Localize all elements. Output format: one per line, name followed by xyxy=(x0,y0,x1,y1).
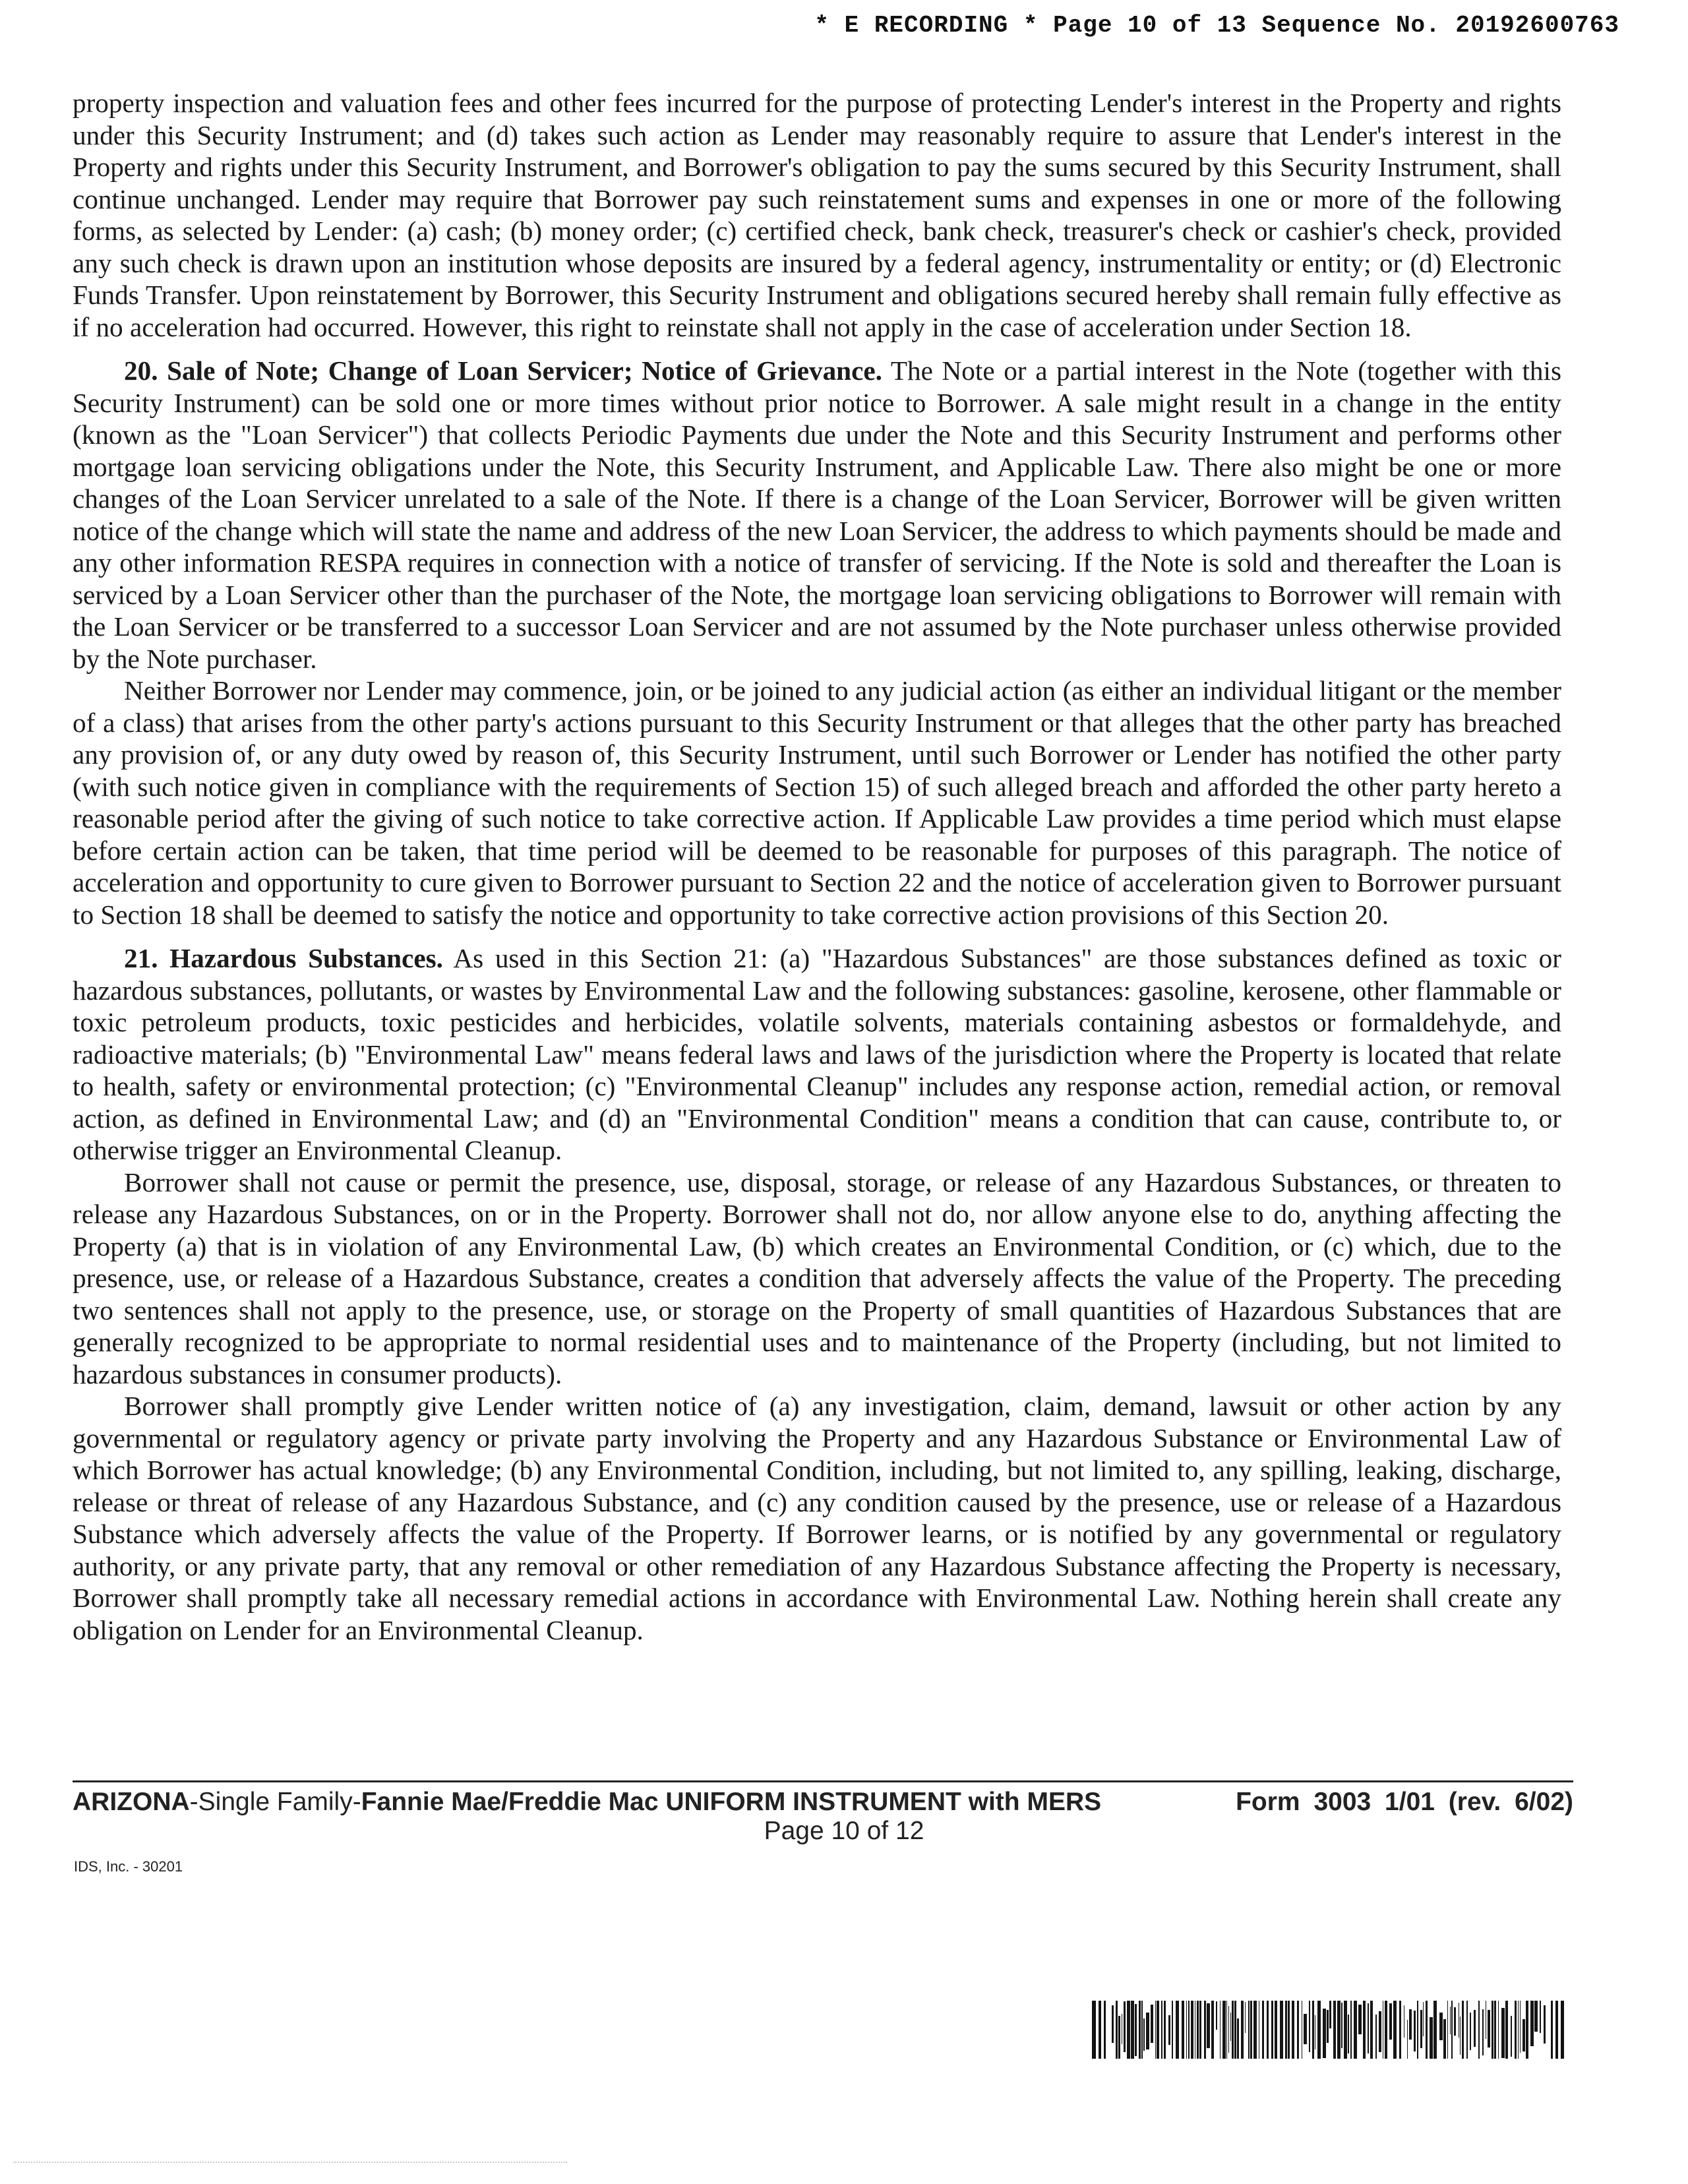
vendor-code: IDS, Inc. - 30201 xyxy=(74,1858,183,1875)
section-21-heading: 21. Hazardous Substances. xyxy=(124,943,443,973)
recording-header: * E RECORDING * Page 10 of 13 Sequence No. 20192600763 xyxy=(814,12,1619,39)
section-21-paragraph-1 xyxy=(73,942,1561,1167)
footer-instrument-title xyxy=(73,1787,1101,1817)
scan-artifact xyxy=(13,2162,567,2166)
footer-family: -Single Family- xyxy=(189,1788,361,1816)
section-20-paragraph-1 xyxy=(73,355,1561,675)
section-20-heading: 20. Sale of Note; Change of Loan Servicer; Notice of Grievance. xyxy=(124,355,882,386)
section-20-paragraph-2: Neither Borrower nor Lender may commence, join, or be joined to any judicial action (as either an individual litigant or the member of a class) that arises from the other party's actions pursuant to this Security Instrument or that alleges that the other party has breached any provision of, or any duty owed by reason of, this Security Instrument, until such Borrower or Lender has notified the other party (with such notice given in compliance with the requirements of Section 15) of such alleged breach and afforded the other party hereto a reasonable period after the giving of such notice to take corrective action. If Applicable Law provides a time period which must elapse before certain action can be taken, that time period will be deemed to be reasonable for purposes of this paragraph. The notice of acceleration and opportunity to cure given to Borrower pursuant to Section 22 and the notice of acceleration given to Borrower pursuant to Section 18 shall be deemed to satisfy the notice and opportunity to take corrective action provisions of this Section 20. xyxy=(73,675,1561,930)
footer-page-number: Page 10 of 12 xyxy=(764,1817,924,1845)
barcode-image xyxy=(1092,2001,1564,2059)
footer-form-line xyxy=(73,1787,1573,1817)
section-21-paragraph-3: Borrower shall promptly give Lender written notice of (a) any investigation, claim, demand, lawsuit or other action by any governmental or regulatory agency or private party involving the Property and any Hazardous Substance or Environmental Law of which Borrower has actual knowledge; (b) any Environmental Condition, including, but not limited to, any spilling, leaking, discharge, release or threat of release of any Hazardous Substance, and (c) any condition caused by the presence, use or release of a Hazardous Substance which adversely affects the value of the Property. If Borrower learns, or is notified by any governmental or regulatory authority, or any private party, that any removal or other remediation of any Hazardous Substance affecting the Property is necessary, Borrower shall promptly take all necessary remedial actions in accordance with Environmental Law. Nothing herein shall create any obligation on Lender for an Environmental Cleanup. xyxy=(73,1391,1561,1645)
section-20-text: The Note or a partial interest in the Note (together with this Security Instrument) can be sold one or more times without prior notice to Borrower. A sale might result in a change in the entity (known as the "Loan Servicer") that collects Periodic Payments due under the Note and this Security Instrument and performs other mortgage loan servicing obligations under the Note, this Security Instrument, and Applicable Law. There also might be one or more changes of the Loan Servicer unrelated to a sale of the Note. If there is a change of the Loan Servicer, Borrower will be given written notice of the change which will state the name and address of the new Loan Servicer, the address to which payments should be made and any other information RESPA requires in connection with a notice of transfer of servicing. If the Note is sold and thereafter the Loan is serviced by a Loan Servicer other than the purchaser of the Note, the mortgage loan servicing obligations to Borrower will remain with the Loan Servicer or be transferred to a successor Loan Servicer and are not assumed by the Note purchaser unless otherwise provided by the Note purchaser. xyxy=(73,355,1561,674)
footer-state: ARIZONA xyxy=(73,1788,190,1816)
document-body xyxy=(73,87,1561,1646)
footer-instrument: Fannie Mae/Freddie Mac UNIFORM INSTRUMENT with MERS xyxy=(361,1788,1102,1816)
section-21-paragraph-2: Borrower shall not cause or permit the presence, use, disposal, storage, or release of any Hazardous Substances, or threaten to release any Hazardous Substances, on or in the Property. Borrower shall not do, nor allow anyone else to do, anything affecting the Property (a) that is in violation of any Environmental Law, (b) which creates an Environmental Condition, or (c) which, due to the presence, use, or release of a Hazardous Substance, creates a condition that adversely affects the value of the Property. The preceding two sentences shall not apply to the presence, use, or storage on the Property of small quantities of Hazardous Substances that are generally recognized to be appropriate to normal residential uses and to maintenance of the Property (including, but not limited to hazardous substances in consumer products). xyxy=(73,1167,1561,1389)
section-21-text: As used in this Section 21: (a) "Hazardous Substances" are those substances defined as toxic or hazardous substances, pollutants, or wastes by Environmental Law and the following substances: gasoline, kerosene, other flammable or toxic petroleum products, toxic pesticides and herbicides, volatile solvents, materials containing asbestos or formaldehyde, and radioactive materials; (b) "Environmental Law" means federal laws and laws of the jurisdiction where the Property is located that relate to health, safety or environmental protection; (c) "Environmental Cleanup" includes any response action, remedial action, or removal action, as defined in Environmental Law; and (d) an "Environmental Condition" means a condition that can cause, contribute to, or otherwise trigger an Environmental Cleanup. xyxy=(73,943,1561,1165)
footer-divider xyxy=(73,1780,1573,1782)
footer-form-number: Form 3003 1/01 (rev. 6/02) xyxy=(1236,1788,1573,1816)
continued-paragraph: property inspection and valuation fees and other fees incurred for the purpose of protecting Lender's interest in the Property and rights under this Security Instrument; and (d) takes such action as Lender may reasonably require to assure that Lender's interest in the Property and rights under this Security Instrument, and Borrower's obligation to pay the sums secured by this Security Instrument, shall continue unchanged. Lender may require that Borrower pay such reinstatement sums and expenses in one or more of the following forms, as selected by Lender: (a) cash; (b) money order; (c) certified check, bank check, treasurer's check or cashier's check, provided any such check is drawn upon an institution whose deposits are insured by a federal agency, instrumentality or entity; or (d) Electronic Funds Transfer. Upon reinstatement by Borrower, this Security Instrument and obligations secured hereby shall remain fully effective as if no acceleration had occurred. However, this right to reinstate shall not apply in the case of acceleration under Section 18. xyxy=(73,88,1561,342)
